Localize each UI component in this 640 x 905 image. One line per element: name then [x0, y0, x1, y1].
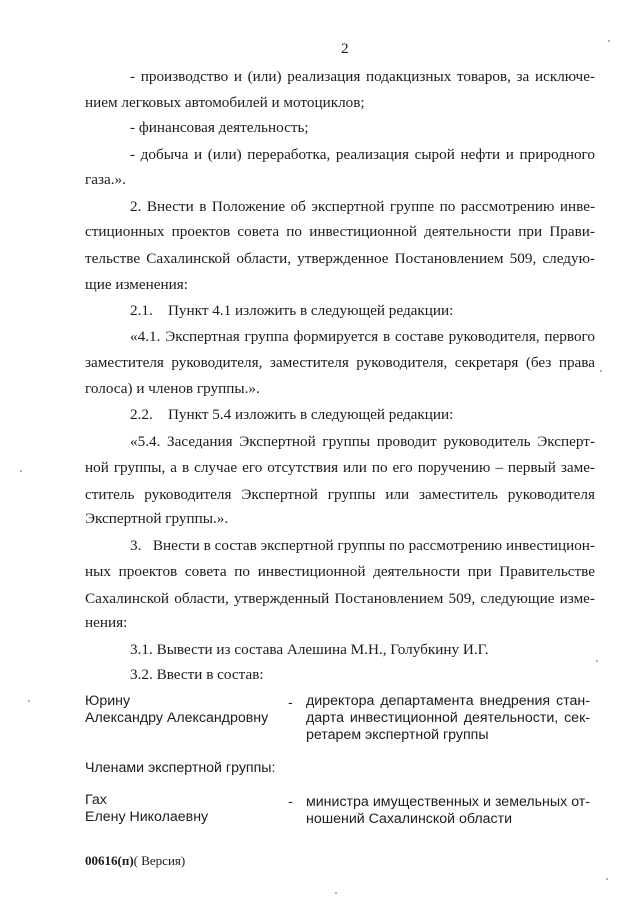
member-surname: Гах	[85, 792, 107, 808]
member-dash: -	[288, 794, 293, 810]
document-footer	[85, 852, 185, 870]
member-role: министра имущественных и земельных от-	[306, 794, 590, 810]
text-line: тельстве Сахалинской области, утвержденное Постановлением 509, следую-	[85, 250, 595, 267]
scan-speck	[20, 470, 22, 472]
page-number: 2	[341, 40, 349, 57]
member-surname: Юрину	[85, 693, 131, 709]
scan-speck	[600, 370, 602, 372]
text-line: ной группы, а в случае его отсутствия или по его поручению – первый замe-	[85, 459, 595, 476]
text-line: 2.1. Пункт 4.1 изложить в следующей редакции:	[130, 302, 454, 319]
member-role: дарта инвестиционной деятельности, сек-	[306, 710, 590, 726]
members-heading: Членами экспертной группы:	[85, 760, 276, 776]
text-line: газа.».	[85, 171, 126, 188]
text-line: 2.2. Пункт 5.4 изложить в следующей редакции:	[130, 406, 454, 423]
text-line: Экспертной группы.».	[85, 510, 229, 527]
text-line: «4.1. Экспертная группа формируется в составе руководителя, первого	[130, 328, 595, 345]
text-line: - финансовая деятельность;	[130, 119, 309, 136]
text-line: ститель руководителя Экспертной группы или заместитель руководителя	[85, 486, 595, 503]
scan-speck	[28, 700, 30, 702]
text-line: 2. Внести в Положение об экспертной группе по рассмотрению инве-	[130, 198, 595, 215]
text-line: 3.2. Ввести в состав:	[130, 666, 264, 683]
text-line: щие изменения:	[85, 276, 188, 293]
text-line: Сахалинской области, утвержденный Постановлением 509, следующие изме-	[85, 590, 595, 607]
member-role: ношений Сахалинской области	[306, 811, 513, 827]
text-line: стиционных проектов совета по инвестиционной деятельности при Прави-	[85, 223, 595, 240]
text-line: «5.4. Заседания Экспертной группы проводит руководитель Эксперт-	[130, 433, 595, 450]
text-line: 3. Внести в состав экспертной группы по рассмотрению инвестицион-	[130, 537, 595, 554]
text-line: нием легковых автомобилей и мотоциклов;	[85, 94, 365, 111]
text-line: - производство и (или) реализация подакцизных товаров, за исключе-	[130, 68, 595, 85]
document-code: 00616(п)	[85, 853, 134, 868]
member-dash: -	[288, 695, 293, 711]
text-line: нения:	[85, 614, 128, 631]
text-line: голоса) и членов группы.».	[85, 380, 260, 397]
member-given-names: Александру Александровну	[85, 710, 269, 726]
text-line: 3.1. Вывести из состава Алешина М.Н., Голубкину И.Г.	[130, 641, 489, 658]
member-role: ретарем экспертной группы	[306, 727, 489, 743]
document-version: ( Версия)	[133, 853, 186, 868]
text-line: ных проектов совета по инвестиционной деятельности при Правительстве	[85, 563, 595, 580]
text-line: - добыча и (или) переработка, реализация сырой нефти и природного	[130, 146, 595, 163]
text-line: заместителя руководителя, заместителя руководителя, секретаря (без права	[85, 354, 595, 371]
scan-speck	[335, 892, 337, 894]
member-given-names: Елену Николаевну	[85, 809, 209, 825]
member-role: директора департамента внедрения стан-	[306, 693, 590, 709]
scan-speck	[606, 878, 608, 880]
scan-speck	[596, 660, 598, 662]
scan-speck	[608, 40, 610, 42]
